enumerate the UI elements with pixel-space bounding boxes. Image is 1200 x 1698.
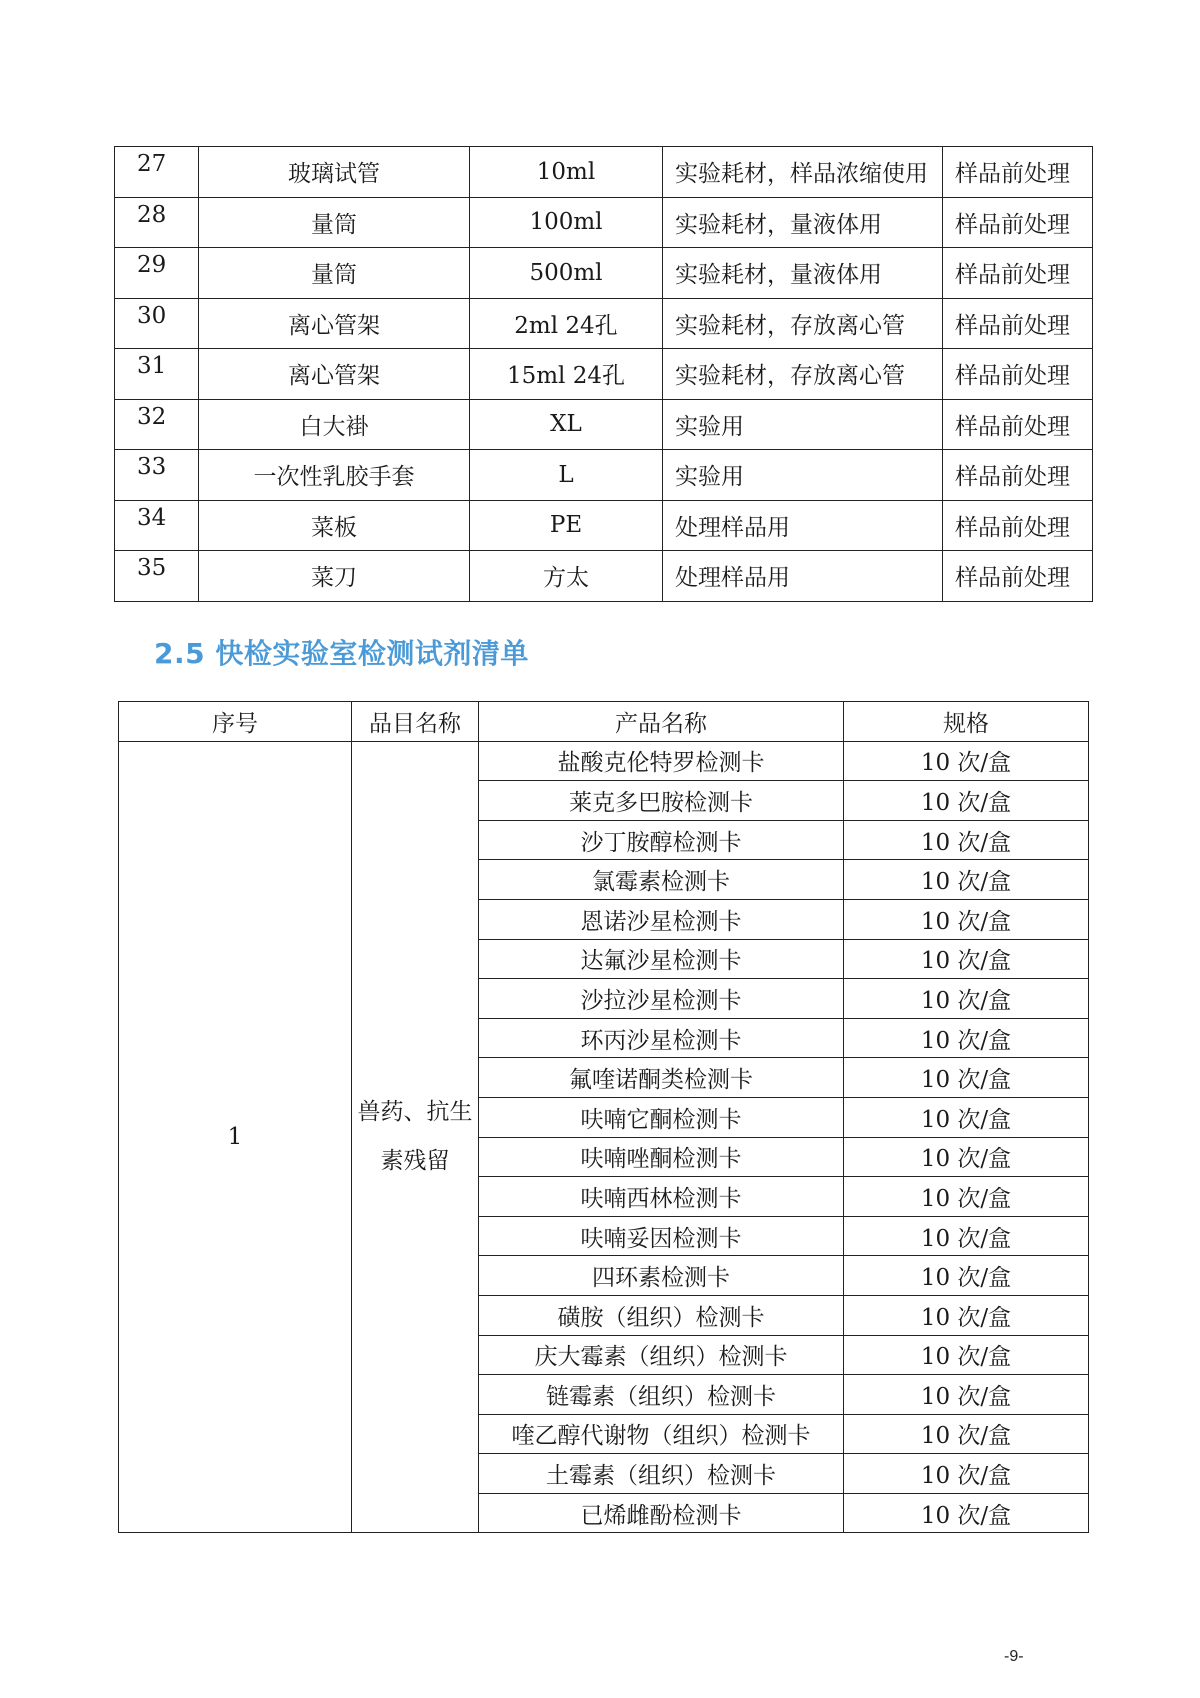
product-spec: 10 次/盒 [844,1414,1089,1454]
equipment-row [115,450,1093,501]
header-category: 品目名称 [352,702,479,742]
equipment-row [115,197,1093,248]
item-spec: 10ml [470,147,663,198]
equipment-table-body [115,147,1093,602]
product-spec: 10 次/盒 [844,1256,1089,1296]
item-spec: 15ml 24孔 [470,349,663,400]
reagent-table-body [119,741,1089,1533]
item-name: 白大褂 [199,399,470,450]
product-spec: 10 次/盒 [844,860,1089,900]
item-name: 一次性乳胶手套 [199,450,470,501]
equipment-row [115,500,1093,551]
item-category: 样品前处理 [943,500,1093,551]
item-name: 离心管架 [199,349,470,400]
product-name: 氟喹诺酮类检测卡 [479,1058,844,1098]
equipment-row [115,147,1093,198]
item-use: 处理样品用 [663,551,943,602]
item-spec: 100ml [470,197,663,248]
product-spec: 10 次/盒 [844,979,1089,1019]
product-name: 链霉素（组织）检测卡 [479,1375,844,1415]
item-spec: PE [470,500,663,551]
product-spec: 10 次/盒 [844,781,1089,821]
item-category: 样品前处理 [943,349,1093,400]
row-number: 31 [115,349,199,400]
item-category: 样品前处理 [943,197,1093,248]
product-name: 呋喃它酮检测卡 [479,1097,844,1137]
row-number: 35 [115,551,199,602]
product-name: 沙拉沙星检测卡 [479,979,844,1019]
item-name: 离心管架 [199,298,470,349]
item-spec: 方太 [470,551,663,602]
item-spec: 500ml [470,248,663,299]
group-category-line: 兽药、抗生 [357,1099,473,1126]
product-spec: 10 次/盒 [844,1137,1089,1177]
product-spec: 10 次/盒 [844,1177,1089,1217]
product-spec: 10 次/盒 [844,1375,1089,1415]
item-spec: XL [470,399,663,450]
product-name: 沙丁胺醇检测卡 [479,820,844,860]
product-name: 磺胺（组织）检测卡 [479,1295,844,1335]
item-name: 菜刀 [199,551,470,602]
product-name: 莱克多巴胺检测卡 [479,781,844,821]
product-name: 喹乙醇代谢物（组织）检测卡 [479,1414,844,1454]
item-use: 实验耗材，存放离心管 [663,298,943,349]
reagent-header-row [119,702,1089,742]
header-product: 产品名称 [479,702,844,742]
product-name: 四环素检测卡 [479,1256,844,1296]
row-number: 29 [115,248,199,299]
item-use: 实验耗材，量液体用 [663,248,943,299]
item-name: 玻璃试管 [199,147,470,198]
product-spec: 10 次/盒 [844,1493,1089,1533]
item-name: 量筒 [199,197,470,248]
item-name: 量筒 [199,248,470,299]
product-spec: 10 次/盒 [844,1018,1089,1058]
product-name: 呋喃妥因检测卡 [479,1216,844,1256]
page-number: -9- [1004,1648,1024,1665]
reagent-row [119,741,1089,781]
row-number: 27 [115,147,199,198]
item-name: 菜板 [199,500,470,551]
product-name: 氯霉素检测卡 [479,860,844,900]
equipment-row [115,349,1093,400]
row-number: 34 [115,500,199,551]
item-category: 样品前处理 [943,147,1093,198]
product-name: 盐酸克伦特罗检测卡 [479,741,844,781]
equipment-row [115,551,1093,602]
product-spec: 10 次/盒 [844,741,1089,781]
item-use: 实验耗材，存放离心管 [663,349,943,400]
header-spec: 规格 [844,702,1089,742]
item-spec: 2ml 24孔 [470,298,663,349]
group-number: 1 [119,741,352,1533]
item-use: 实验用 [663,450,943,501]
group-category [352,741,479,1533]
product-name: 已烯雌酚检测卡 [479,1493,844,1533]
product-name: 环丙沙星检测卡 [479,1018,844,1058]
item-spec: L [470,450,663,501]
row-number: 28 [115,197,199,248]
row-number: 30 [115,298,199,349]
equipment-table [114,146,1093,602]
product-name: 土霉素（组织）检测卡 [479,1454,844,1494]
product-name: 达氟沙星检测卡 [479,939,844,979]
item-category: 样品前处理 [943,298,1093,349]
product-spec: 10 次/盒 [844,1454,1089,1494]
group-category-line: 素残留 [380,1148,450,1175]
product-name: 呋喃唑酮检测卡 [479,1137,844,1177]
product-spec: 10 次/盒 [844,820,1089,860]
section-heading: 2.5 快检实验室检测试剂清单 [154,637,529,670]
item-category: 样品前处理 [943,399,1093,450]
row-number: 33 [115,450,199,501]
item-category: 样品前处理 [943,551,1093,602]
equipment-row [115,399,1093,450]
equipment-row [115,298,1093,349]
item-use: 实验耗材，样品浓缩使用 [663,147,943,198]
product-spec: 10 次/盒 [844,939,1089,979]
item-category: 样品前处理 [943,450,1093,501]
product-name: 庆大霉素（组织）检测卡 [479,1335,844,1375]
product-spec: 10 次/盒 [844,1335,1089,1375]
product-spec: 10 次/盒 [844,1216,1089,1256]
product-spec: 10 次/盒 [844,1097,1089,1137]
product-name: 呋喃西林检测卡 [479,1177,844,1217]
reagent-table [118,701,1089,1533]
product-spec: 10 次/盒 [844,1058,1089,1098]
item-use: 实验用 [663,399,943,450]
header-no: 序号 [119,702,352,742]
row-number: 32 [115,399,199,450]
product-name: 恩诺沙星检测卡 [479,899,844,939]
item-category: 样品前处理 [943,248,1093,299]
item-use: 处理样品用 [663,500,943,551]
item-use: 实验耗材，量液体用 [663,197,943,248]
product-spec: 10 次/盒 [844,1295,1089,1335]
equipment-row [115,248,1093,299]
product-spec: 10 次/盒 [844,899,1089,939]
